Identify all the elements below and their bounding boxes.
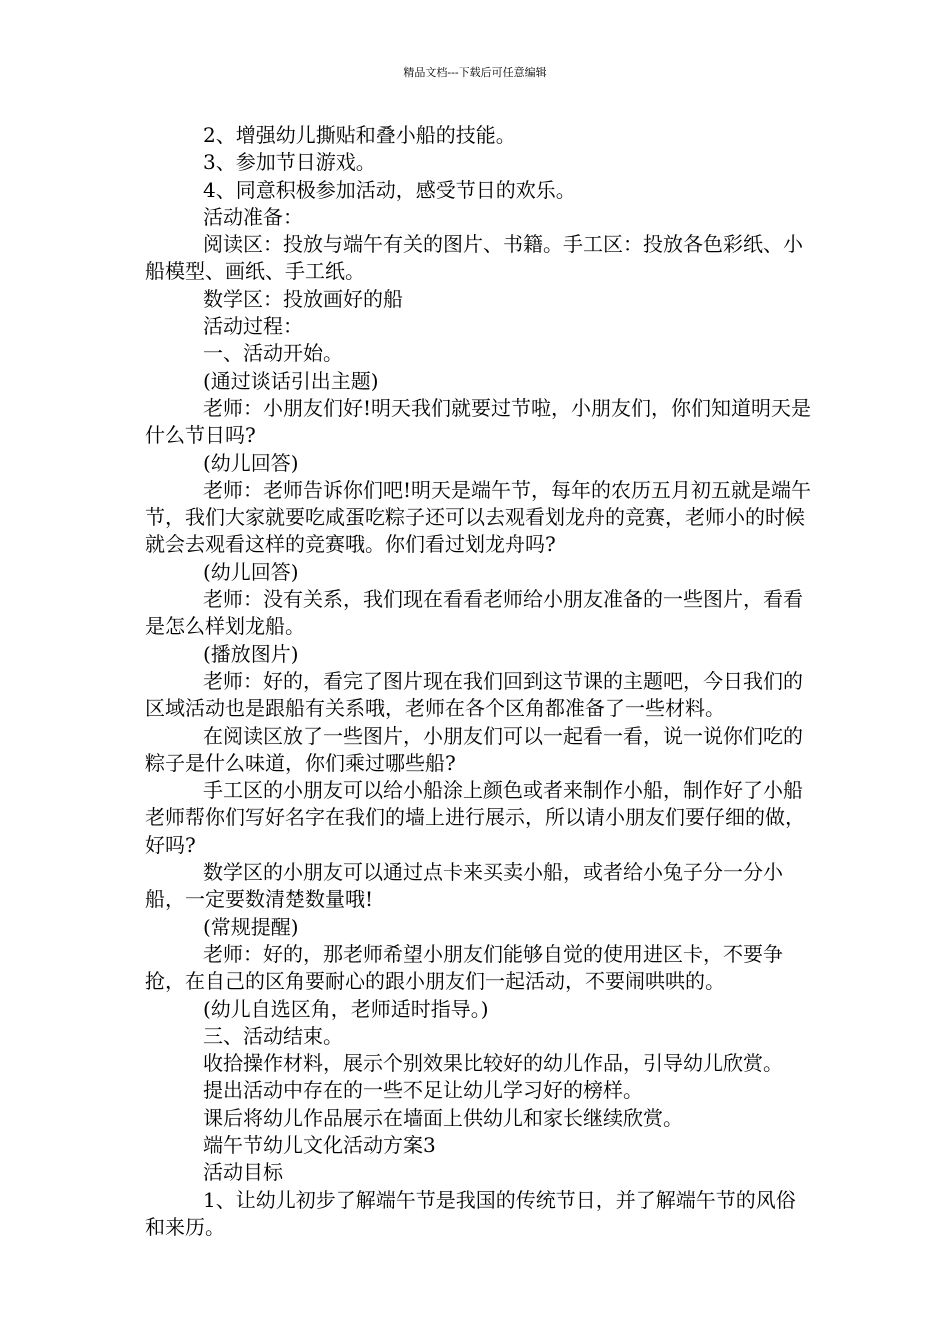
paragraph: 活动过程： <box>203 314 303 339</box>
paragraph: (通过谈话引出主题) <box>203 368 379 393</box>
paragraph: (播放图片) <box>203 641 299 666</box>
paragraph: 活动准备： <box>203 204 303 229</box>
paragraph: (常规提醒) <box>203 914 299 939</box>
paragraph: (幼儿回答) <box>203 559 299 584</box>
paragraph: 老师：没有关系，我们现在看看老师给小朋友准备的一些图片，看看是怎么样划龙船。 <box>145 587 803 639</box>
paragraph: 1、让幼儿初步了解端午节是我国的传统节日，并了解端午节的风俗和来历。 <box>145 1187 796 1239</box>
paragraph: (幼儿回答) <box>203 450 299 475</box>
paragraph: 老师：好的，看完了图片现在我们回到这节课的主题吧，今日我们的区域活动也是跟船有关系哦，老师在各个区角都准备了一些材料。 <box>145 668 803 721</box>
paragraph: 3、参加节日游戏。 <box>203 150 376 175</box>
paragraph: 老师：老师告诉你们吧!明天是端午节，每年的农历五月初五就是端午节，我们大家就要吃咸蛋吃粽子还可以去观看划龙舟的竞赛，老师小的时候就会去观看这样的竞赛哦。你们看过划龙舟吗? <box>145 477 812 557</box>
paragraph: 三、活动结束。 <box>203 1023 343 1048</box>
paragraph: 一、活动开始。 <box>203 341 343 366</box>
paragraph: 课后将幼儿作品展示在墙面上供幼儿和家长继续欣赏。 <box>203 1105 683 1130</box>
section-heading: 端午节幼儿文化活动方案3 <box>203 1132 436 1157</box>
paragraph: 4、同意积极参加活动，感受节日的欢乐。 <box>203 177 576 202</box>
paragraph: 老师：小朋友们好!明天我们就要过节啦，小朋友们，你们知道明天是什么节日吗? <box>145 395 812 448</box>
paragraph: 2、增强幼儿撕贴和叠小船的技能。 <box>203 123 516 147</box>
paragraph: 手工区的小朋友可以给小船涂上颜色或者来制作小船，制作好了小船老师帮你们写好名字在我们的墙上进行展示，所以请小朋友们要仔细的做，好吗? <box>145 778 805 857</box>
paragraph: 老师：好的，那老师希望小朋友们能够自觉的使用进区卡，不要争抢，在自己的区角要耐心的跟小朋友们一起活动，不要闹哄哄的。 <box>145 941 783 994</box>
paragraph: 数学区：投放画好的船 <box>203 286 403 311</box>
paragraph: 活动目标 <box>203 1160 283 1185</box>
paragraph: 在阅读区放了一些图片，小朋友们可以一起看一看，说一说你们吃的粽子是什么味道，你们乘过哪些船? <box>145 723 803 775</box>
document-body <box>145 122 815 1241</box>
paragraph: 收拾操作材料，展示个别效果比较好的幼儿作品，引导幼儿欣赏。 <box>203 1051 783 1076</box>
paragraph: 提出活动中存在的一些不足让幼儿学习好的榜样。 <box>203 1078 643 1103</box>
paragraph: (幼儿自选区角，老师适时指导。) <box>203 996 489 1021</box>
paragraph: 阅读区：投放与端午有关的图片、书籍。手工区：投放各色彩纸、小船模型、画纸、手工纸。 <box>145 232 803 284</box>
paragraph: 数学区的小朋友可以通过点卡来买卖小船，或者给小兔子分一分小船，一定要数清楚数量哦! <box>145 860 783 912</box>
page-header: 精品文档---下载后可任意编辑 <box>403 66 547 79</box>
